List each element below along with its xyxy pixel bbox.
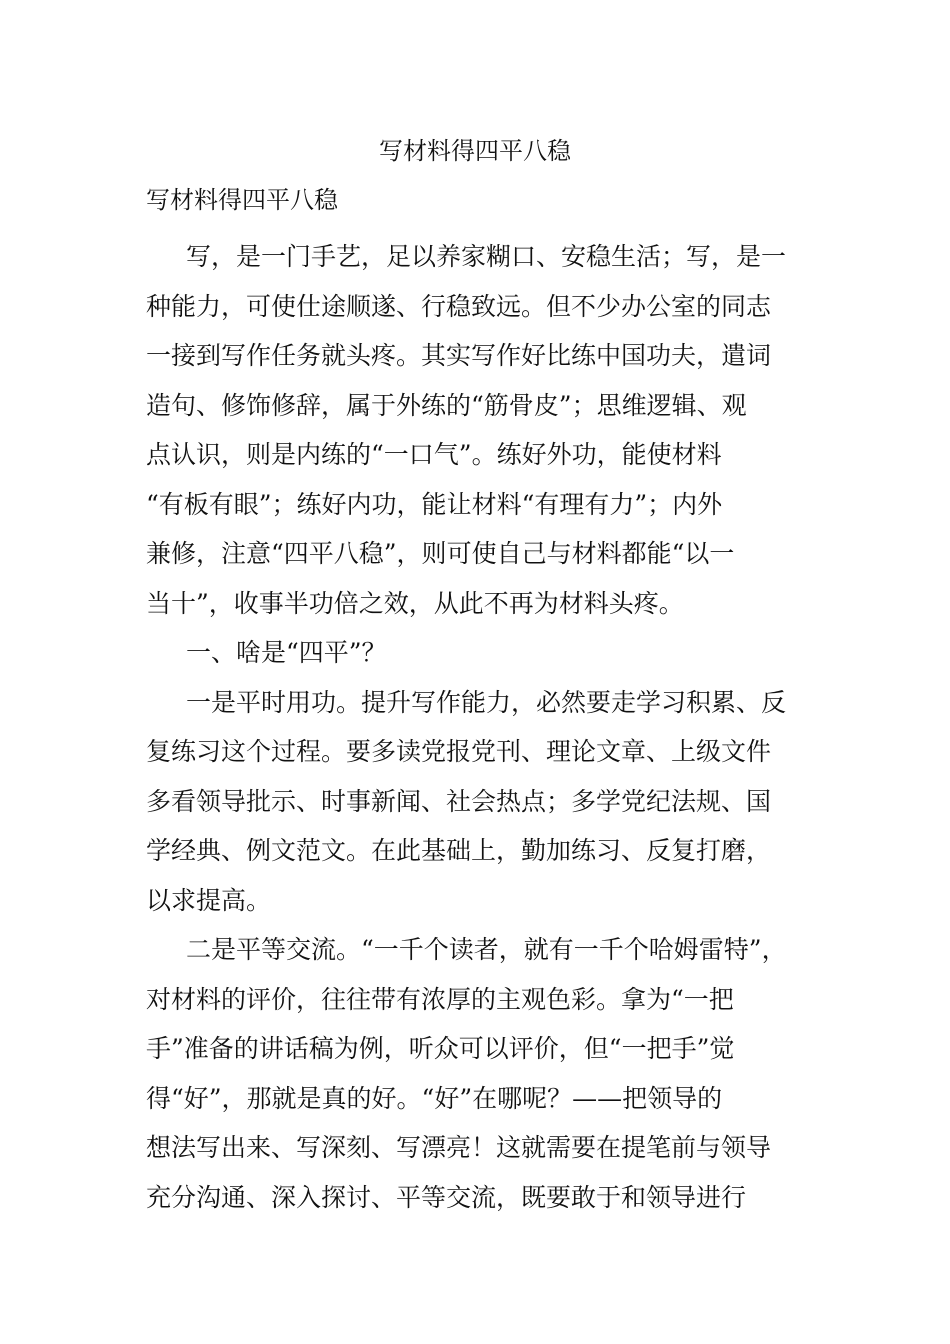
text-line: 一是平时用功。提升写作能力，必然要走学习积累、反 [186,687,787,717]
text-line: 当十”，收事半功倍之效，从此不再为材料头疼。 [146,588,684,618]
text-line: 学经典、例文范文。在此基础上，勤加练习、反复打磨， [146,836,772,865]
text-line: 一接到写作任务就头疼。其实写作好比练中国功夫，遣词 [146,341,772,370]
text-line: 对材料的评价，往往带有浓厚的主观色彩。拿为“一把 [146,984,734,1014]
text-line: 充分沟通、深入探讨、平等交流，既要敢于和领导进行 [146,1182,747,1212]
text-line: 兼修，注意“四平八稳”，则可使自己与材料都能“以一 [146,539,735,568]
text-line: 以求提高。 [146,885,272,915]
document-subtitle: 写材料得四平八稳 [146,186,338,214]
document-body [146,232,810,1222]
section-heading: 一、啥是“四平”？ [186,638,387,667]
text-line: 种能力，可使仕途顺遂、行稳致远。但不少办公室的同志 [146,291,772,321]
text-line: 多看领导批示、时事新闻、社会热点；多学党纪法规、国 [146,786,772,816]
page-title: 写材料得四平八稳 [379,137,571,165]
text-line: 想法写出来、写深刻、写漂亮！这就需要在提笔前与领导 [146,1133,772,1162]
text-line: 手”准备的讲话稿为例，听众可以评价，但“一把手”觉 [146,1034,735,1063]
text-line: 二是平等交流。“一千个读者，就有一千个哈姆雷特”， [186,935,787,964]
text-line: 造句、修饰修辞，属于外练的“筋骨皮”；思维逻辑、观 [146,390,747,420]
text-line: 得“好”，那就是真的好。“好”在哪呢？——把领导的 [146,1083,723,1113]
text-line: 点认识，则是内练的“一口气”。练好外功，能使材料 [146,440,722,469]
text-line: 写，是一门手艺，足以养家糊口、安稳生活；写，是一 [186,242,787,271]
text-line: 复练习这个过程。要多读党报党刊、理论文章、上级文件 [146,737,772,766]
text-line: “有板有眼”；练好内功，能让材料“有理有力”；内外 [146,489,723,519]
